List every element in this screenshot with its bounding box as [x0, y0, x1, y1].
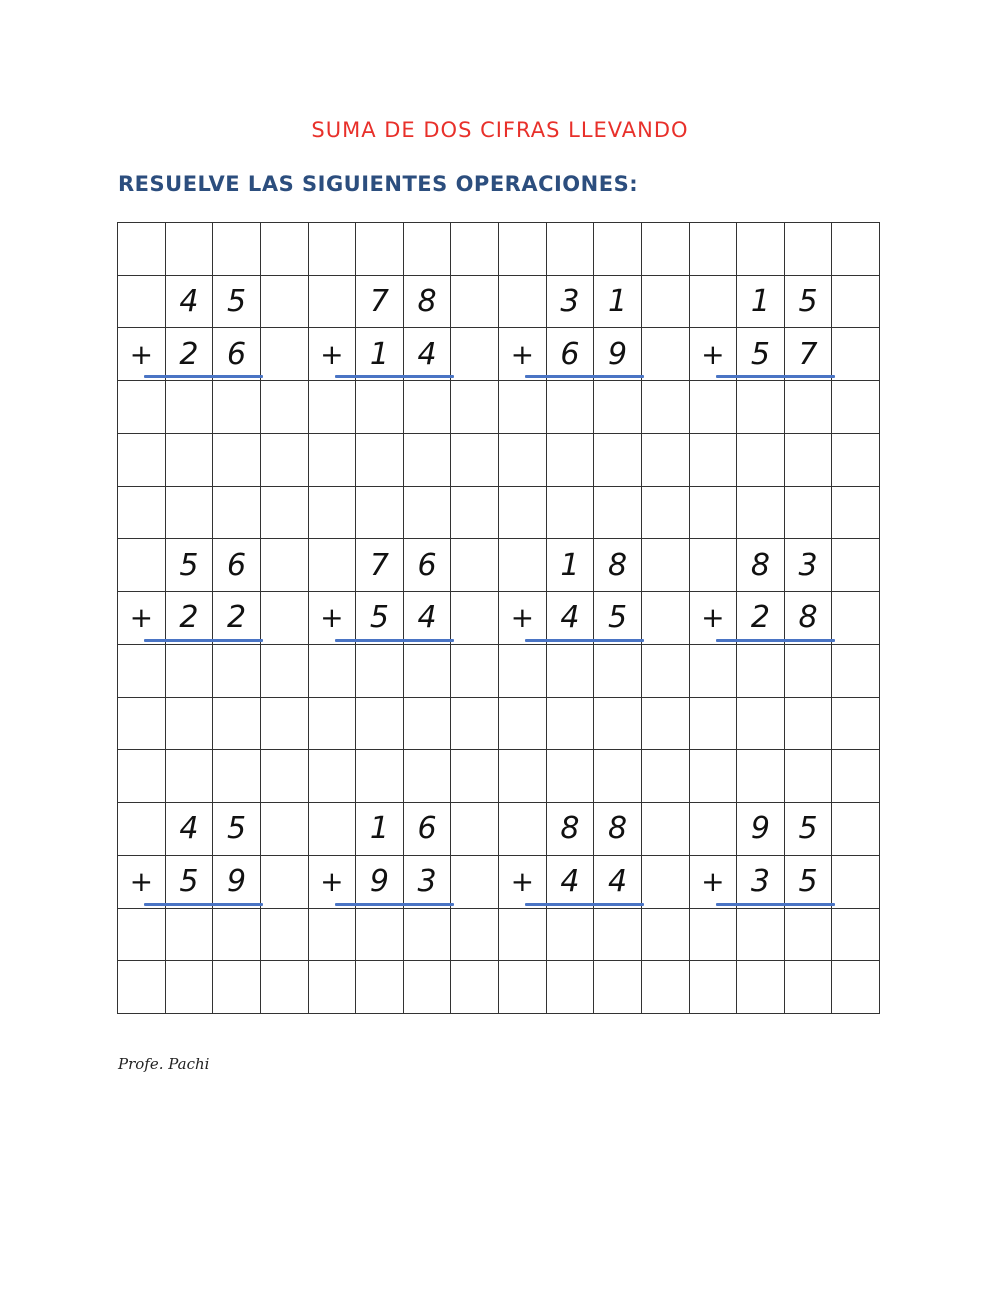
grid-cell [356, 381, 404, 434]
grid-cell [261, 645, 309, 698]
grid-cell [642, 328, 690, 381]
grid-cell [547, 223, 595, 276]
grid-cell [737, 223, 785, 276]
grid-cell [785, 487, 833, 540]
grid-cell [832, 539, 880, 592]
top-tens-digit: 9 [737, 803, 785, 856]
grid-cell [118, 961, 166, 1014]
top-units-digit: 3 [785, 539, 833, 592]
grid-cell [451, 909, 499, 962]
grid-cell [118, 803, 166, 856]
grid-cell [166, 434, 214, 487]
grid-cell [451, 539, 499, 592]
grid-cell [166, 909, 214, 962]
grid-cell [547, 961, 595, 1014]
grid-cell [309, 698, 357, 751]
grid-cell [832, 592, 880, 645]
grid-cell [261, 856, 309, 909]
top-units-digit: 8 [404, 276, 452, 329]
grid-cell [642, 434, 690, 487]
grid-cell [213, 909, 261, 962]
sum-underline [144, 375, 263, 378]
grid-cell [261, 328, 309, 381]
grid-cell [642, 487, 690, 540]
grid-cell [832, 803, 880, 856]
grid-cell [309, 434, 357, 487]
plus-sign: + [690, 328, 738, 381]
grid-cell [690, 487, 738, 540]
plus-sign: + [499, 856, 547, 909]
top-units-digit: 6 [404, 539, 452, 592]
grid-cell [404, 223, 452, 276]
grid-cell [499, 645, 547, 698]
top-units-digit: 8 [594, 803, 642, 856]
grid-cell [166, 223, 214, 276]
grid-cell [690, 645, 738, 698]
worksheet-title: SUMA DE DOS CIFRAS LLEVANDO [311, 118, 689, 142]
grid-cell [261, 803, 309, 856]
grid-cell [690, 381, 738, 434]
grid-cell [118, 487, 166, 540]
grid-cell [404, 381, 452, 434]
grid-cell [404, 750, 452, 803]
grid-cell [737, 909, 785, 962]
sum-underline [144, 639, 263, 642]
grid-cell [309, 803, 357, 856]
grid-cell [261, 961, 309, 1014]
grid-cell [642, 803, 690, 856]
grid-cell [832, 381, 880, 434]
grid-cell [404, 698, 452, 751]
grid-cell [309, 961, 357, 1014]
grid-cell [451, 698, 499, 751]
grid-cell [832, 276, 880, 329]
bottom-tens-digit: 5 [356, 592, 404, 645]
grid-cell [356, 434, 404, 487]
grid-cell [118, 381, 166, 434]
bottom-units-digit: 8 [785, 592, 833, 645]
grid-cell [642, 276, 690, 329]
grid-cell [309, 223, 357, 276]
grid-cell [785, 961, 833, 1014]
grid-cell [356, 750, 404, 803]
grid-cell [832, 698, 880, 751]
plus-sign: + [118, 856, 166, 909]
plus-sign: + [690, 856, 738, 909]
grid-cell [499, 434, 547, 487]
grid-cell [690, 223, 738, 276]
grid-cell [213, 961, 261, 1014]
grid-cell [309, 645, 357, 698]
grid-cell [356, 698, 404, 751]
grid-cell [785, 223, 833, 276]
grid-cell [451, 803, 499, 856]
top-tens-digit: 1 [737, 276, 785, 329]
bottom-units-digit: 6 [213, 328, 261, 381]
plus-sign: + [118, 328, 166, 381]
sum-underline [716, 375, 835, 378]
grid-cell [404, 961, 452, 1014]
grid-cell [832, 487, 880, 540]
grid-cell [642, 223, 690, 276]
plus-sign: + [690, 592, 738, 645]
grid-cell [642, 381, 690, 434]
grid-cell [690, 276, 738, 329]
grid-cell [451, 434, 499, 487]
grid-cell [166, 381, 214, 434]
sum-underline [716, 639, 835, 642]
grid-cell [642, 856, 690, 909]
grid-cell [547, 750, 595, 803]
grid-cell [356, 223, 404, 276]
grid-cell [261, 698, 309, 751]
top-tens-digit: 8 [547, 803, 595, 856]
grid-cell [547, 487, 595, 540]
grid-cell [642, 698, 690, 751]
bottom-tens-digit: 1 [356, 328, 404, 381]
grid-cell [213, 750, 261, 803]
grid-cell [261, 487, 309, 540]
grid-cell [547, 381, 595, 434]
grid-cell [261, 276, 309, 329]
grid-cell [499, 803, 547, 856]
grid-cell [118, 276, 166, 329]
sum-underline [335, 903, 454, 906]
grid-cell [642, 592, 690, 645]
grid-cell [737, 434, 785, 487]
grid-cell [404, 645, 452, 698]
grid-cell [737, 750, 785, 803]
grid-cell [451, 961, 499, 1014]
bottom-units-digit: 2 [213, 592, 261, 645]
bottom-tens-digit: 4 [547, 856, 595, 909]
grid-cell [690, 909, 738, 962]
grid-cell [309, 909, 357, 962]
top-units-digit: 6 [404, 803, 452, 856]
instruction-text: RESUELVE LAS SIGUIENTES OPERACIONES: [118, 172, 639, 196]
grid-cell [451, 750, 499, 803]
grid-cell [832, 856, 880, 909]
grid-cell [213, 434, 261, 487]
grid-cell [642, 750, 690, 803]
grid-cell [451, 328, 499, 381]
grid-cell [356, 909, 404, 962]
sum-underline [144, 903, 263, 906]
grid-cell [737, 487, 785, 540]
bottom-units-digit: 7 [785, 328, 833, 381]
grid-cell [451, 856, 499, 909]
grid-cell [309, 750, 357, 803]
grid-cell [594, 909, 642, 962]
grid-cell [737, 698, 785, 751]
top-tens-digit: 1 [547, 539, 595, 592]
grid-cell [261, 223, 309, 276]
grid-cell [309, 487, 357, 540]
bottom-tens-digit: 5 [737, 328, 785, 381]
plus-sign: + [499, 592, 547, 645]
top-tens-digit: 7 [356, 539, 404, 592]
grid-cell [451, 276, 499, 329]
grid-cell [213, 487, 261, 540]
author-signature: Profe. Pachi [118, 1055, 210, 1073]
grid-cell [118, 539, 166, 592]
grid-cell [547, 434, 595, 487]
bottom-units-digit: 5 [594, 592, 642, 645]
grid-cell [594, 961, 642, 1014]
grid-cell [451, 487, 499, 540]
bottom-tens-digit: 6 [547, 328, 595, 381]
grid-cell [594, 487, 642, 540]
grid-cell [451, 645, 499, 698]
bottom-units-digit: 4 [594, 856, 642, 909]
grid-cell [547, 645, 595, 698]
top-tens-digit: 5 [166, 539, 214, 592]
grid-cell [118, 750, 166, 803]
grid-cell [118, 909, 166, 962]
top-units-digit: 8 [594, 539, 642, 592]
grid-cell [594, 434, 642, 487]
grid-cell [451, 223, 499, 276]
grid-cell [309, 539, 357, 592]
grid-cell [785, 909, 833, 962]
top-units-digit: 6 [213, 539, 261, 592]
grid-cell [166, 487, 214, 540]
grid-cell [309, 381, 357, 434]
bottom-units-digit: 5 [785, 856, 833, 909]
sum-underline [525, 375, 644, 378]
grid-cell [261, 434, 309, 487]
grid-cell [166, 645, 214, 698]
top-units-digit: 5 [785, 276, 833, 329]
bottom-units-digit: 9 [213, 856, 261, 909]
grid-cell [118, 223, 166, 276]
grid-cell [261, 539, 309, 592]
bottom-units-digit: 4 [404, 592, 452, 645]
grid-cell [832, 434, 880, 487]
bottom-units-digit: 9 [594, 328, 642, 381]
grid-cell [832, 328, 880, 381]
grid-cell [785, 698, 833, 751]
top-tens-digit: 7 [356, 276, 404, 329]
bottom-units-digit: 4 [404, 328, 452, 381]
grid-cell [118, 645, 166, 698]
plus-sign: + [118, 592, 166, 645]
grid-cell [785, 645, 833, 698]
grid-cell [642, 909, 690, 962]
top-tens-digit: 1 [356, 803, 404, 856]
top-tens-digit: 8 [737, 539, 785, 592]
sum-underline [716, 903, 835, 906]
sum-underline [525, 639, 644, 642]
grid-cell [499, 698, 547, 751]
grid-cell [690, 750, 738, 803]
top-units-digit: 1 [594, 276, 642, 329]
grid-cell [213, 223, 261, 276]
grid-cell [499, 750, 547, 803]
top-units-digit: 5 [213, 276, 261, 329]
grid-cell [213, 645, 261, 698]
grid-cell [785, 434, 833, 487]
grid-cell [261, 909, 309, 962]
grid-cell [499, 961, 547, 1014]
bottom-tens-digit: 2 [166, 592, 214, 645]
grid-cell [118, 434, 166, 487]
bottom-tens-digit: 2 [166, 328, 214, 381]
grid-cell [451, 592, 499, 645]
grid-cell [547, 698, 595, 751]
plus-sign: + [499, 328, 547, 381]
grid-cell [499, 223, 547, 276]
sum-underline [525, 903, 644, 906]
grid-cell [404, 909, 452, 962]
bottom-units-digit: 3 [404, 856, 452, 909]
grid-cell [594, 750, 642, 803]
grid-cell [356, 961, 404, 1014]
sum-underline [335, 639, 454, 642]
top-units-digit: 5 [785, 803, 833, 856]
bottom-tens-digit: 5 [166, 856, 214, 909]
top-tens-digit: 4 [166, 276, 214, 329]
grid-cell [166, 750, 214, 803]
grid-cell [213, 381, 261, 434]
bottom-tens-digit: 9 [356, 856, 404, 909]
grid-cell [404, 487, 452, 540]
grid-cell [404, 434, 452, 487]
grid-cell [690, 698, 738, 751]
grid-cell [499, 909, 547, 962]
grid-cell [642, 539, 690, 592]
plus-sign: + [309, 592, 357, 645]
grid-cell [499, 381, 547, 434]
grid-cell [785, 750, 833, 803]
grid-cell [499, 487, 547, 540]
grid-cell [499, 276, 547, 329]
top-tens-digit: 3 [547, 276, 595, 329]
grid-cell [690, 803, 738, 856]
grid-cell [690, 961, 738, 1014]
grid-cell [832, 750, 880, 803]
grid-cell [832, 223, 880, 276]
grid-cell [737, 645, 785, 698]
grid-cell [309, 276, 357, 329]
sum-underline [335, 375, 454, 378]
grid-cell [737, 961, 785, 1014]
math-grid [117, 222, 880, 1014]
grid-cell [642, 961, 690, 1014]
grid-cell [261, 750, 309, 803]
grid-cell [642, 645, 690, 698]
bottom-tens-digit: 4 [547, 592, 595, 645]
grid-cell [261, 592, 309, 645]
grid-cell [737, 381, 785, 434]
grid-cell [356, 645, 404, 698]
grid-cell [166, 698, 214, 751]
grid-cell [499, 539, 547, 592]
grid-cell [594, 645, 642, 698]
grid-cell [547, 909, 595, 962]
top-units-digit: 5 [213, 803, 261, 856]
top-tens-digit: 4 [166, 803, 214, 856]
grid-cell [690, 539, 738, 592]
bottom-tens-digit: 3 [737, 856, 785, 909]
bottom-tens-digit: 2 [737, 592, 785, 645]
grid-cell [166, 961, 214, 1014]
plus-sign: + [309, 856, 357, 909]
grid-cell [832, 645, 880, 698]
plus-sign: + [309, 328, 357, 381]
grid-cell [785, 381, 833, 434]
grid-cell [832, 909, 880, 962]
grid-cell [213, 698, 261, 751]
grid-cell [594, 698, 642, 751]
grid-cell [594, 223, 642, 276]
grid-cell [261, 381, 309, 434]
grid-cell [832, 961, 880, 1014]
grid-cell [451, 381, 499, 434]
grid-cell [690, 434, 738, 487]
grid-cell [118, 698, 166, 751]
grid-cell [356, 487, 404, 540]
grid-cell [594, 381, 642, 434]
